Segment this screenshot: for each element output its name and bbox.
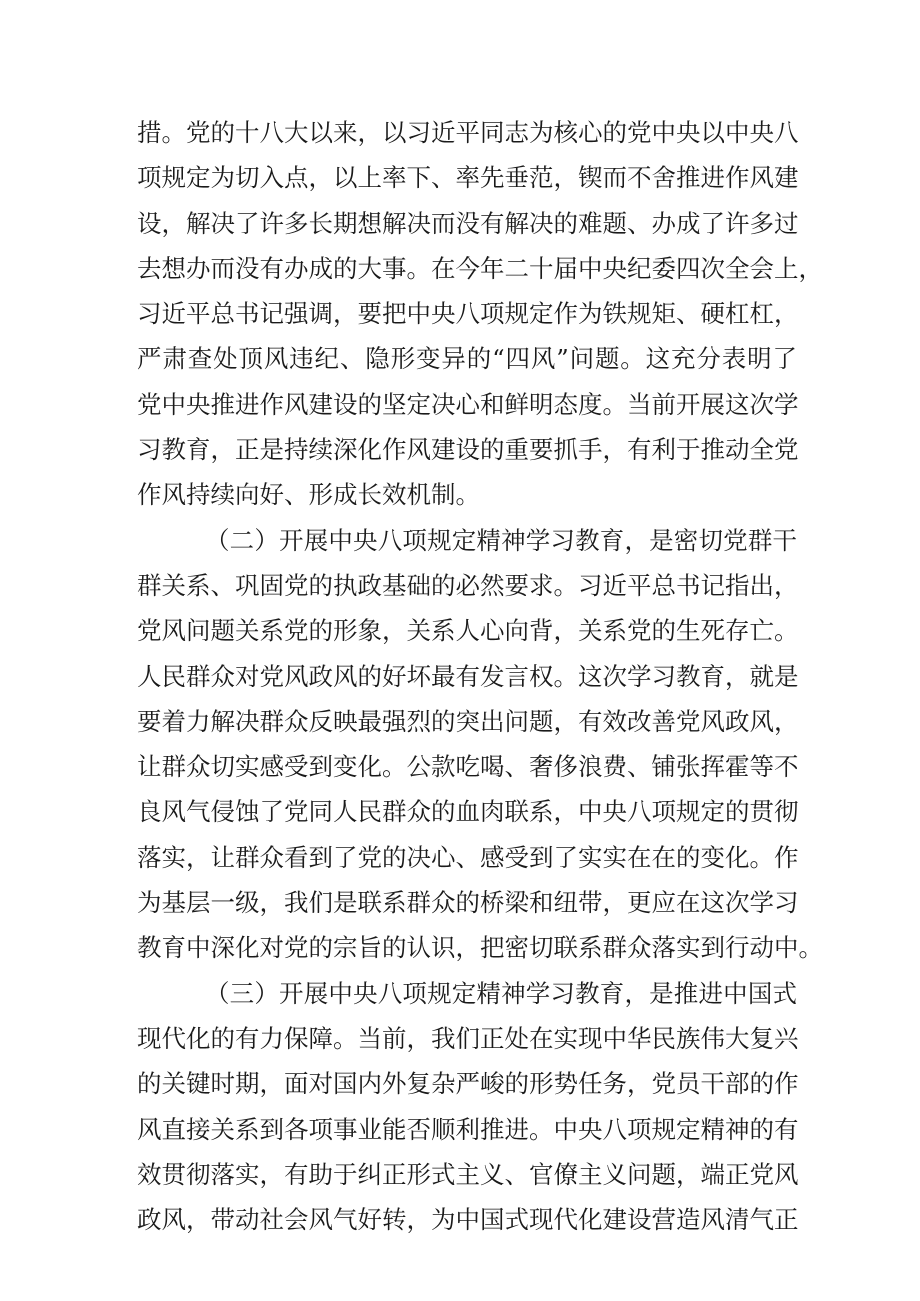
text-line: 作风持续向好、形成长效机制。 (137, 480, 480, 510)
text-line: 党风问题关系党的形象，关系人心向背，关系党的生死存亡。 (137, 616, 799, 646)
text-line: 为基层一级，我们是联系群众的桥梁和纽带，更应在这次学习 (137, 888, 799, 918)
paragraph-1 (137, 110, 823, 518)
text-line: 去想办而没有办成的大事。在今年二十届中央纪委四次全会上， (137, 253, 823, 283)
text-line: 的关键时期，面对国内外复杂严峻的形势任务，党员干部的作 (137, 1069, 799, 1099)
text-line: 要着力解决群众反映最强烈的突出问题，有效改善党风政风， (137, 706, 799, 736)
text-line: 项规定为切入点，以上率下、率先垂范，锲而不舍推进作风建 (137, 163, 799, 193)
text-line: （二）开展中央八项规定精神学习教育，是密切党群干 (205, 525, 797, 555)
text-line: 现代化的有力保障。当前，我们正处在实现中华民族伟大复兴 (137, 1023, 799, 1053)
text-line: 人民群众对党风政风的好坏最有发言权。这次学习教育，就是 (137, 661, 799, 691)
text-line: 措。党的十八大以来，以习近平同志为核心的党中央以中央八 (137, 118, 799, 147)
text-line: 设，解决了许多长期想解决而没有解决的难题、办成了许多过 (137, 208, 799, 238)
text-line: 效贯彻落实，有助于纠正形式主义、官僚主义问题，端正党风 (137, 1159, 799, 1189)
text-line: （三）开展中央八项规定精神学习教育，是推进中国式 (205, 978, 797, 1008)
text-line: 严肃查处顶风违纪、隐形变异的“四风”问题。这充分表明了 (137, 344, 797, 374)
text-line: 落实，让群众看到了党的决心、感受到了实实在在的变化。作 (137, 842, 799, 872)
text-line: 党中央推进作风建设的坚定决心和鲜明态度。当前开展这次学 (137, 389, 799, 419)
text-line: 让群众切实感受到变化。公款吃喝、奢侈浪费、铺张挥霍等不 (137, 752, 799, 782)
text-line: 良风气侵蚀了党同人民群众的血肉联系，中央八项规定的贯彻 (137, 797, 799, 827)
text-line: 教育中深化对党的宗旨的认识，把密切联系群众落实到行动中。 (137, 933, 823, 963)
body-text (137, 110, 823, 1242)
paragraph-3 (137, 971, 797, 1243)
text-line: 政风，带动社会风气好转，为中国式现代化建设营造风清气正 (137, 1205, 799, 1235)
paragraph-2 (137, 518, 823, 971)
text-line: 群关系、巩固党的执政基础的必然要求。习近平总书记指出， (137, 570, 799, 600)
text-line: 风直接关系到各项事业能否顺利推进。中央八项规定精神的有 (137, 1114, 799, 1144)
text-line: 习近平总书记强调，要把中央八项规定作为铁规矩、硬杠杠， (137, 299, 799, 329)
text-line: 习教育，正是持续深化作风建设的重要抓手，有利于推动全党 (137, 435, 799, 465)
